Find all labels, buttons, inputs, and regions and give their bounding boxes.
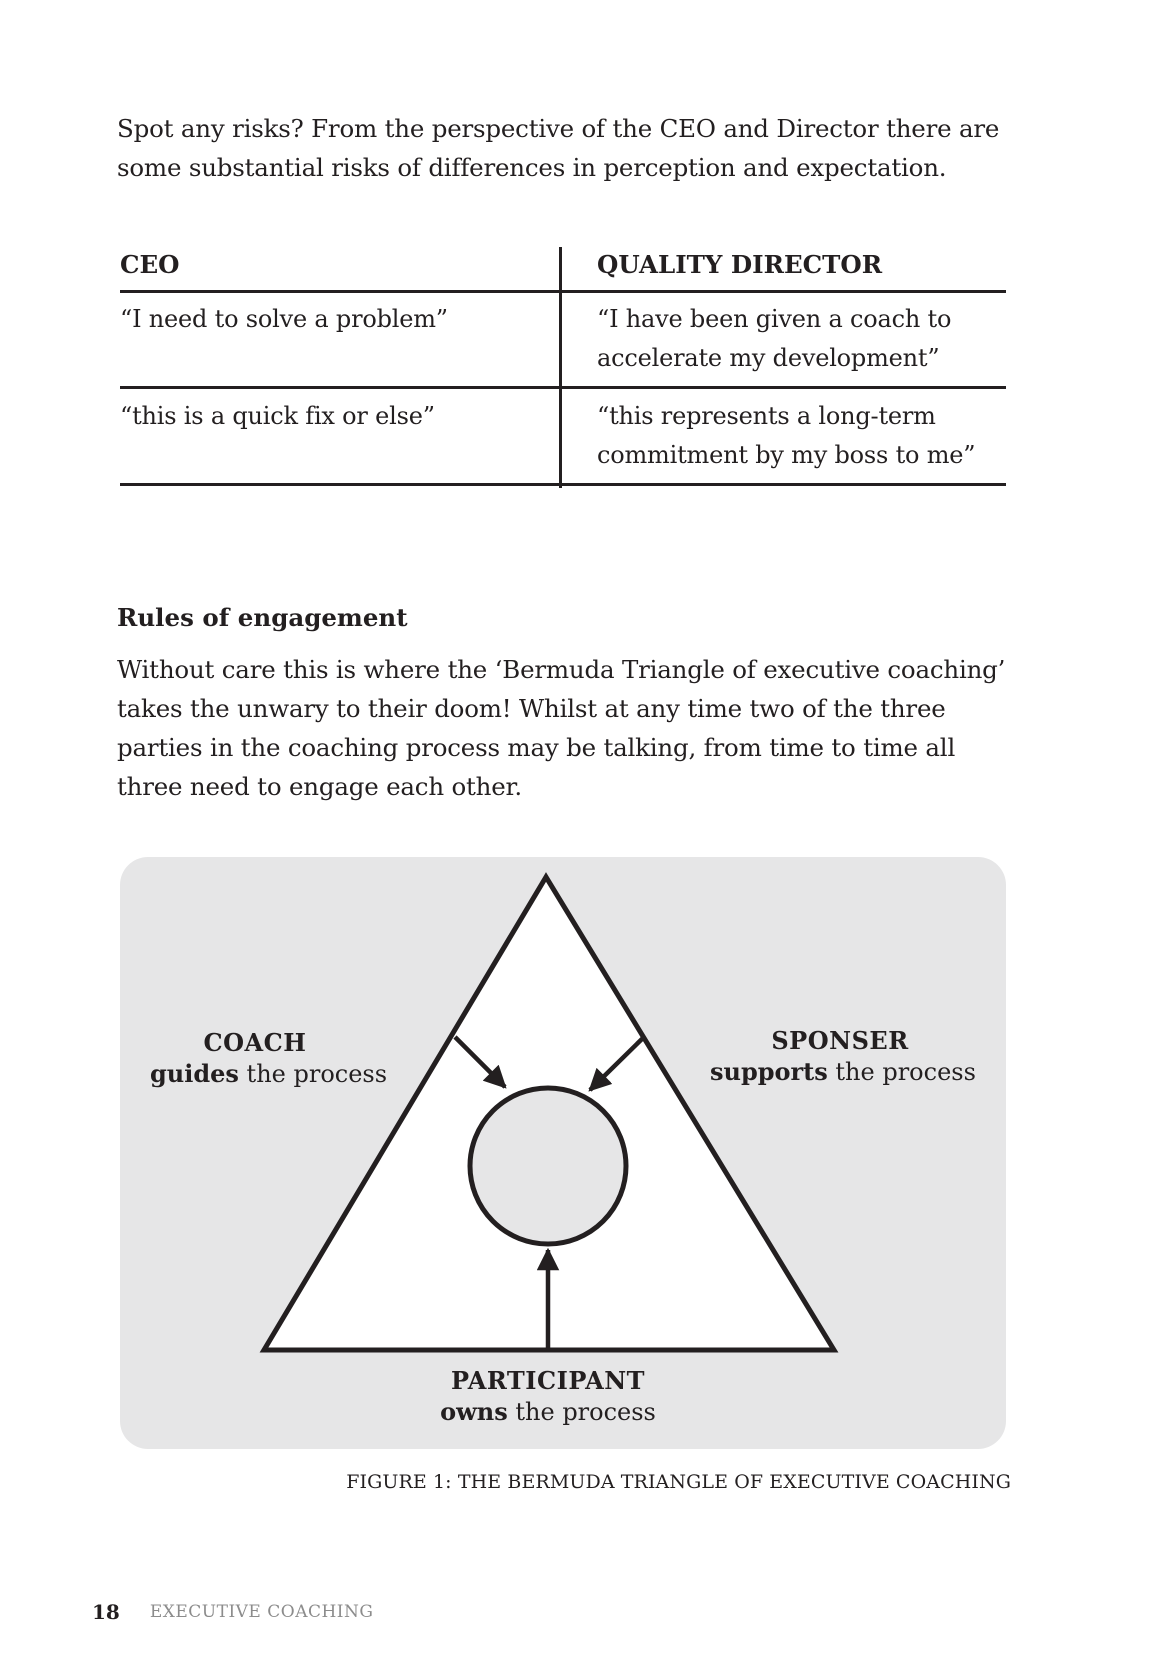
figure-caption: FIGURE 1: THE BERMUDA TRIANGLE OF EXECUTIVE COACHING bbox=[346, 1471, 1011, 1493]
table-cell: “this is a quick fix or else” bbox=[120, 402, 435, 430]
table-cell: “this represents a long-term commitment by my boss to me” bbox=[597, 402, 976, 469]
page-number: 18 bbox=[92, 1600, 120, 1624]
coach-role: COACH bbox=[203, 1028, 307, 1057]
table-header-rule bbox=[120, 290, 1006, 293]
triangle-diagram bbox=[120, 857, 1006, 1449]
bermuda-triangle-figure bbox=[120, 857, 1006, 1449]
sponsor-verb: supports bbox=[710, 1057, 828, 1086]
participant-rest: the process bbox=[507, 1398, 656, 1426]
intro-paragraph: Spot any risks? From the perspective of the CEO and Director there are some substantial risks of differences in perception and expectation. bbox=[117, 114, 1000, 182]
table-bottom-rule bbox=[120, 483, 1006, 486]
table-header-quality-director: QUALITY DIRECTOR bbox=[597, 250, 883, 279]
center-circle bbox=[470, 1088, 626, 1244]
comparison-table bbox=[120, 247, 1006, 488]
participant-role: PARTICIPANT bbox=[450, 1366, 646, 1395]
section-heading: Rules of engagement bbox=[117, 603, 408, 632]
sponsor-role: SPONSER bbox=[771, 1026, 909, 1055]
page-footer bbox=[92, 1600, 373, 1630]
table-row-rule bbox=[120, 386, 1006, 389]
participant-label bbox=[418, 1365, 678, 1428]
running-title: EXECUTIVE COACHING bbox=[149, 1602, 374, 1622]
coach-rest: the process bbox=[238, 1060, 388, 1088]
table-column-divider bbox=[559, 247, 562, 488]
rules-paragraph: Without care this is where the ‘Bermuda Triangle of executive coaching’ takes the unwary to their doom! Whilst at any time two of the three parties in the coaching process may be talking, from time to time all three need to engage each other. bbox=[117, 655, 1006, 801]
coach-verb: guides bbox=[150, 1059, 239, 1088]
sponsor-label bbox=[710, 1025, 976, 1088]
participant-verb: owns bbox=[440, 1397, 508, 1426]
sponsor-rest: the process bbox=[827, 1058, 976, 1086]
table-header-ceo: CEO bbox=[120, 250, 180, 279]
coach-label bbox=[150, 1027, 388, 1090]
table-cell: “I need to solve a problem” bbox=[120, 305, 448, 333]
table-cell: “I have been given a coach to accelerate my development” bbox=[597, 305, 952, 372]
